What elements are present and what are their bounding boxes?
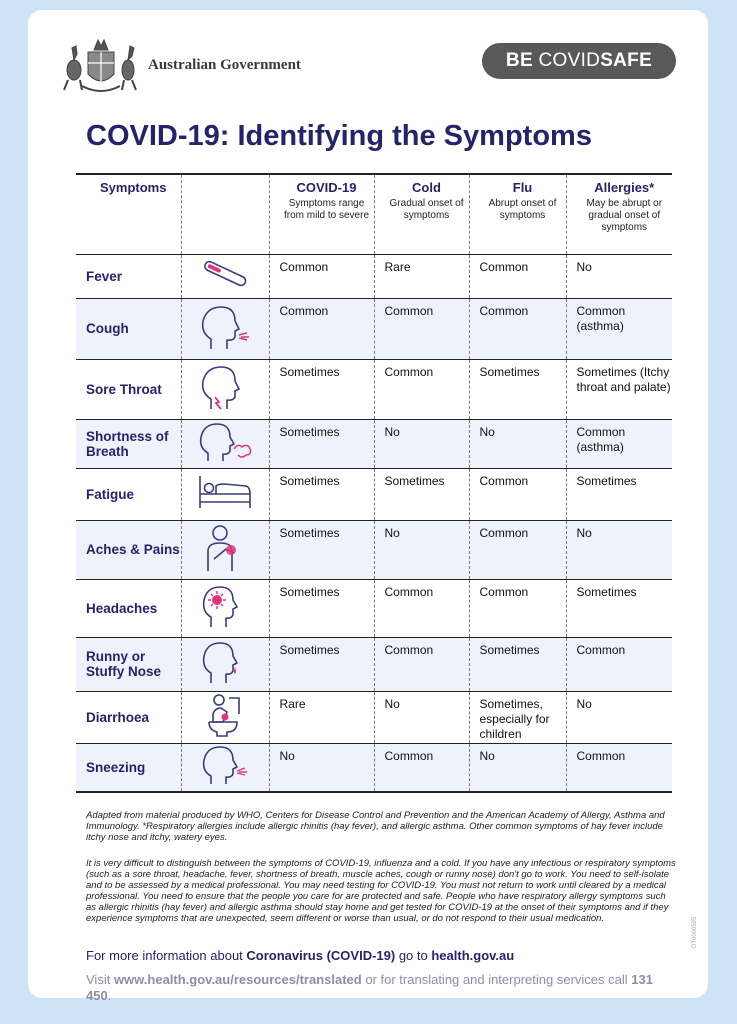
header-flu: [469, 174, 566, 254]
flu-value: No: [469, 743, 566, 792]
flu-value: Common: [469, 298, 566, 359]
symptom-name: Cough: [86, 321, 129, 336]
covid-value: Common: [269, 298, 374, 359]
table-row: [76, 637, 672, 691]
symptom-name: Sneezing: [86, 759, 146, 775]
tis-phone-number: 131 450: [86, 972, 653, 1003]
covid-value: Sometimes: [269, 637, 374, 691]
more-info-middle: go to: [395, 948, 432, 963]
symptom-icon-cell: [181, 579, 269, 637]
header-covid-label: COVID-19: [296, 180, 357, 195]
table-row: [76, 691, 672, 743]
translation-info: [86, 972, 676, 1004]
symptom-icon-cell: [181, 520, 269, 579]
allergies-value: Sometimes: [566, 468, 672, 520]
sore-throat-icon: [195, 363, 255, 411]
header-cold-sub: Gradual onset of symptoms: [389, 198, 464, 221]
cold-value: Common: [374, 298, 469, 359]
cold-value: Rare: [374, 254, 469, 298]
table-row: [76, 298, 672, 359]
covid-value: Common: [269, 254, 374, 298]
symptom-name: Fever: [86, 268, 123, 284]
visit-middle: or for translating and interpreting services call: [361, 972, 632, 987]
header-symptoms-label: Symptoms: [100, 180, 167, 195]
symptom-icon-cell: [181, 691, 269, 743]
flu-value: Common: [469, 579, 566, 637]
cold-value: No: [374, 691, 469, 743]
header-icon-column: [181, 174, 269, 254]
symptom-icon-cell: [181, 254, 269, 298]
covid-value: Sometimes: [269, 520, 374, 579]
allergies-value: Common (asthma): [566, 298, 672, 359]
flu-value: No: [469, 419, 566, 468]
symptom-name: Fatigue: [86, 486, 135, 502]
symptom-icon-cell: [181, 637, 269, 691]
visit-prefix: Visit: [86, 972, 114, 987]
covidsafe-badge: [482, 43, 676, 79]
header-cold-label: Cold: [412, 180, 441, 195]
header-allergies-label: Allergies*: [594, 180, 655, 195]
symptom-name: Shortness of Breath: [86, 428, 169, 459]
allergies-value: No: [566, 691, 672, 743]
flu-value: Sometimes: [469, 637, 566, 691]
table-row: [76, 579, 672, 637]
flu-value: Common: [469, 254, 566, 298]
symptom-icon-cell: [181, 359, 269, 419]
header-cold: [374, 174, 469, 254]
symptom-name: Runny or Stuffy Nose: [86, 649, 162, 679]
table-row: [76, 419, 672, 468]
badge-text-covid: COVID: [538, 50, 601, 71]
coat-of-arms-icon: [60, 34, 142, 96]
symptom-name: Diarrhoea: [86, 709, 150, 725]
symptom-icon-cell: [181, 419, 269, 468]
table-row: [76, 359, 672, 419]
more-info-topic: Coronavirus (COVID-19): [246, 948, 396, 963]
header-flu-label: Flu: [512, 180, 533, 195]
covid-value: Sometimes: [269, 579, 374, 637]
covid-value: No: [269, 743, 374, 792]
covid-value: Rare: [269, 691, 374, 743]
aches-icon: [200, 523, 250, 573]
headache-icon: [197, 583, 253, 629]
table-row: [76, 254, 672, 298]
allergies-value: Common: [566, 637, 672, 691]
allergies-value: No: [566, 254, 672, 298]
badge-text-safe: SAFE: [600, 50, 653, 71]
header-flu-sub: Abrupt onset of symptoms: [488, 198, 557, 221]
table-header-row: [76, 174, 672, 254]
symptom-name: Sore Throat: [86, 381, 162, 397]
flu-value: Sometimes: [469, 359, 566, 419]
allergies-value: Sometimes (Itchy throat and palate): [566, 359, 672, 419]
flu-value: Common: [469, 520, 566, 579]
table-row: [76, 468, 672, 520]
footnote-sources: Adapted from material produced by WHO, Centers for Disease Control and Prevention and the American Academy of Allergy, Asthma and Immunology. *Respiratory allergies include allergic rhinitis (hay fever), and allergic asthma. Other common symptoms of hay fever include itchy nose and itchy, watery eyes.: [86, 810, 665, 843]
more-info-prefix: For more information about: [86, 948, 247, 963]
sneeze-icon: [197, 744, 253, 786]
translated-resources-link[interactable]: www.health.gov.au/resources/translated: [113, 972, 362, 987]
flu-value: Common: [469, 468, 566, 520]
cold-value: Common: [374, 359, 469, 419]
symptom-icon-cell: [181, 298, 269, 359]
covid-value: Sometimes: [269, 419, 374, 468]
page-title: COVID-19: Identifying the Symptoms: [86, 120, 592, 152]
health-link[interactable]: health.gov.au: [431, 948, 515, 963]
covid-value: Sometimes: [269, 359, 374, 419]
header-allergies-sub: May be abrupt or gradual onset of symptoms: [586, 198, 663, 233]
bed-icon: [194, 472, 256, 512]
badge-text-be: BE: [505, 50, 539, 71]
footnote-guidance: It is very difficult to distinguish between the symptoms of COVID-19, influenza and a cold. If you have any infectious or respiratory symptoms (such as a sore throat, headache, fever, shortness of breath, muscle aches, cough or runny nose) don't go to work. You need to self-isolate and to be assessed by a medical professional. You may need testing for COVID-19. You must not return to work until cleared by a medical professional. You need to ensure that the people you care for are protected and safe. People who have respiratory allergy symptoms such as allergic rhinitis (hay fever) and allergic asthma should stay home and get tested for COVID-19 at the onset of their symptoms and if they experience symptoms that are unexpected, seem different or worse than usual, or do not respond to their usual medication.: [86, 858, 676, 924]
cough-icon: [195, 303, 255, 351]
table-row: [76, 520, 672, 579]
symptom-name: Headaches: [86, 600, 158, 616]
symptom-icon-cell: [181, 743, 269, 792]
flu-value: Sometimes, especially for children: [469, 691, 566, 743]
toilet-icon: [203, 692, 247, 738]
cold-value: Common: [374, 743, 469, 792]
symptom-name: Aches & Pains: [86, 542, 180, 557]
cold-value: Sometimes: [374, 468, 469, 520]
runny-nose-icon: [197, 639, 253, 685]
poster: [28, 10, 708, 1003]
allergies-value: Common (asthma): [566, 419, 672, 468]
cold-value: No: [374, 419, 469, 468]
thermometer-icon: [197, 259, 253, 289]
covid-value: Sometimes: [269, 468, 374, 520]
cold-value: Common: [374, 637, 469, 691]
more-info: [86, 948, 514, 963]
breath-icon: [194, 421, 256, 463]
table-row: [76, 743, 672, 792]
cold-value: No: [374, 520, 469, 579]
allergies-value: Common: [566, 743, 672, 792]
government-name: Australian Government: [148, 57, 301, 73]
visit-suffix: .: [107, 988, 112, 1003]
symptom-icon-cell: [181, 468, 269, 520]
allergies-value: Sometimes: [566, 579, 672, 637]
document-code: DT0000595: [692, 916, 698, 948]
header-covid: [269, 174, 374, 254]
header-allergies: [566, 174, 672, 254]
header-covid-sub: Symptoms range from mild to severe: [283, 198, 370, 221]
symptoms-table: [76, 173, 672, 793]
allergies-value: No: [566, 520, 672, 579]
header-symptoms: [76, 174, 181, 254]
cold-value: Common: [374, 579, 469, 637]
